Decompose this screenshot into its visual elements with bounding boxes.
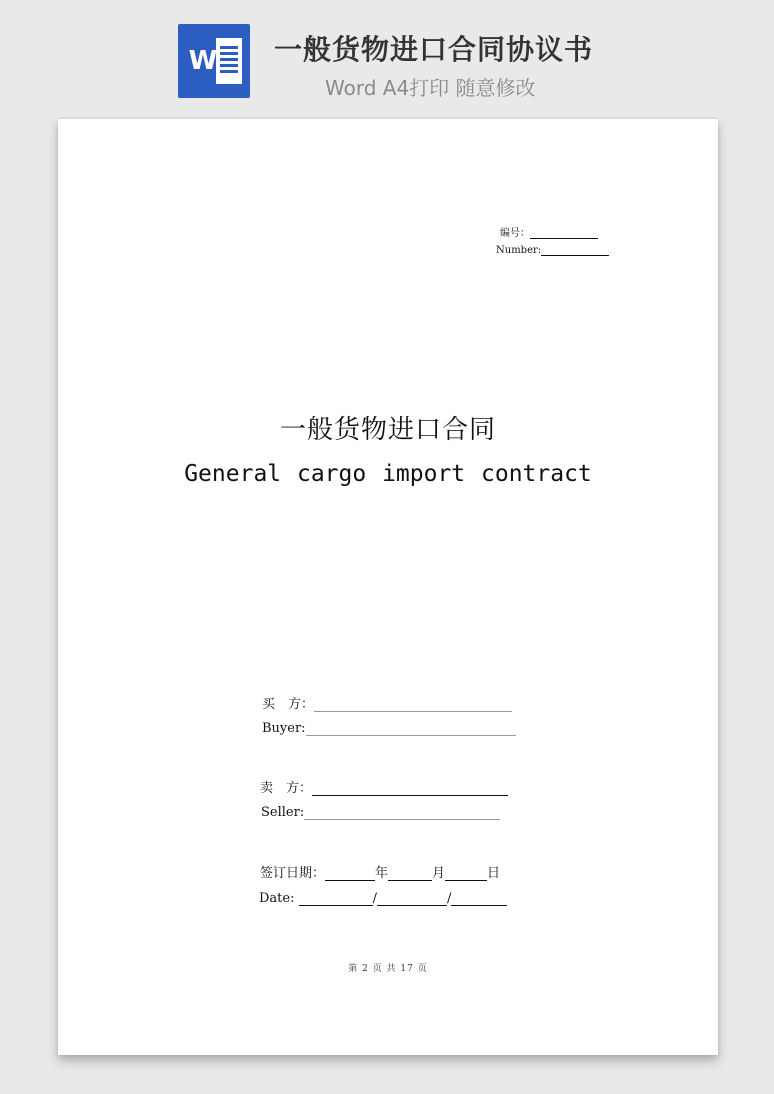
seller-en-label: Seller: bbox=[261, 805, 305, 820]
buyer-en-label: Buyer: bbox=[262, 721, 306, 736]
buyer-cn-label: 买 方： bbox=[262, 697, 315, 712]
date-en-label: Date: bbox=[259, 891, 295, 906]
year-blank bbox=[325, 868, 375, 881]
day-label: 日 bbox=[487, 866, 501, 881]
sign-date-label: 签订日期： bbox=[260, 866, 326, 881]
document-title-en: General cargo import contract bbox=[184, 461, 592, 487]
seller-cn-blank bbox=[312, 783, 508, 796]
header-title: 一般货物进口合同协议书 bbox=[274, 33, 594, 66]
date-blank-2 bbox=[377, 893, 447, 906]
date-sep-2: / bbox=[447, 891, 452, 906]
preview-header bbox=[0, 0, 774, 110]
month-label: 月 bbox=[432, 866, 446, 881]
page-footer: 第 2 页 共 17 页 bbox=[348, 964, 428, 974]
number-cn-label: 编号： bbox=[500, 228, 530, 239]
buyer-en-blank bbox=[306, 723, 516, 736]
number-en-label: Number: bbox=[496, 245, 542, 256]
header-subtitle: Word A4打印 随意修改 bbox=[325, 76, 536, 100]
document-title-cn: 一般货物进口合同 bbox=[279, 415, 496, 445]
sign-date-cn-row bbox=[260, 862, 500, 881]
buyer-cn-row bbox=[262, 693, 512, 712]
month-blank bbox=[388, 868, 432, 881]
date-en-row bbox=[259, 891, 507, 906]
seller-en-blank bbox=[304, 807, 500, 820]
number-cn-row bbox=[500, 224, 598, 239]
buyer-cn-blank bbox=[314, 699, 512, 712]
number-en-blank bbox=[541, 245, 609, 256]
date-blank-1 bbox=[299, 893, 373, 906]
seller-cn-label: 卖 方： bbox=[260, 781, 313, 796]
seller-cn-row bbox=[260, 777, 508, 796]
date-blank-3 bbox=[451, 893, 507, 906]
buyer-en-row bbox=[262, 721, 516, 736]
word-document-icon bbox=[178, 24, 250, 98]
seller-en-row bbox=[261, 805, 500, 820]
date-sep-1: / bbox=[372, 891, 378, 906]
number-cn-blank bbox=[530, 228, 598, 239]
document-page bbox=[58, 119, 718, 1055]
day-blank bbox=[445, 868, 487, 881]
word-icon-letter: W bbox=[188, 46, 218, 76]
year-label: 年 bbox=[375, 866, 389, 881]
number-en-row bbox=[496, 245, 609, 256]
